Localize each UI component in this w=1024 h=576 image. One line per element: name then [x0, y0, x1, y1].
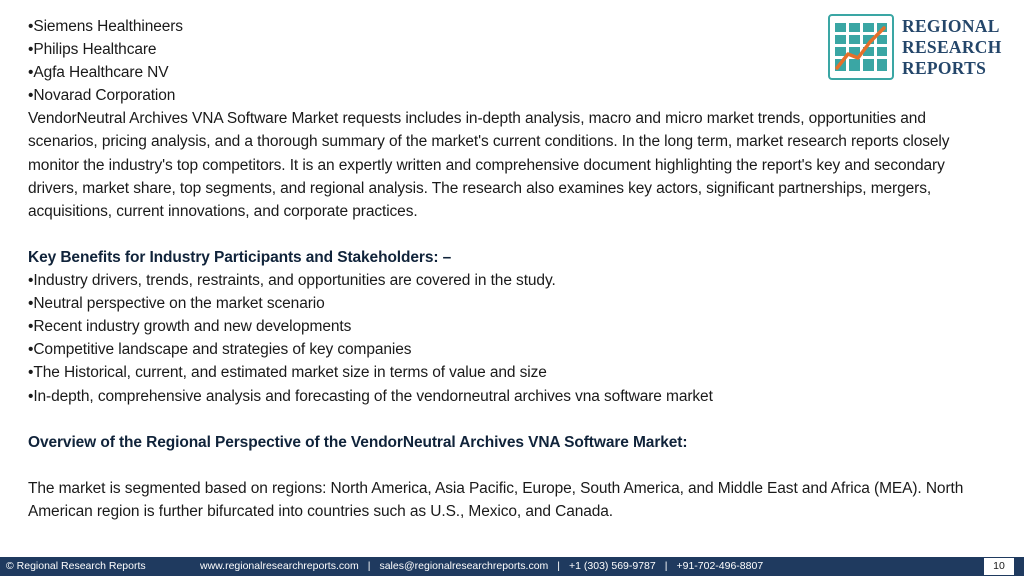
- brand-line-1: REGIONAL: [902, 15, 1000, 36]
- footer-separator: |: [664, 560, 668, 572]
- company-list-item: • Novarad Corporation: [28, 84, 998, 107]
- benefit-list-item: • The Historical, current, and estimated market size in terms of value and size: [28, 361, 998, 384]
- company-list-item: • Philips Healthcare: [28, 38, 998, 61]
- footer-contacts: [200, 560, 763, 572]
- intro-paragraph: VendorNeutral Archives VNA Software Market requests includes in-depth analysis, macro and micro market trends, opportunities and scenarios, pricing analysis, and a thorough summary of the market's current conditions. In the long term, market research reports closely monitor the industry's top competitors. It is an expertly written and comprehensive document highlighting the report's key and secondary drivers, market share, top segments, and regional analysis. The research also examines key actors, significant partnerships, mergers, acquisitions, current innovations, and corporate practices.: [28, 110, 950, 220]
- benefit-list-item: • In-depth, comprehensive analysis and forecasting of the vendorneutral archives vna software market: [28, 385, 998, 408]
- brand-line-2: RESEARCH: [902, 36, 1002, 57]
- regional-paragraph: The market is segmented based on regions: North America, Asia Pacific, Europe, South America, and Middle East and Africa (MEA). North American region is further bifurcated into countries such as U.S., Mexico, and Canada.: [28, 479, 964, 520]
- footer-phone-1: +1 (303) 569-9787: [569, 560, 656, 572]
- footer-phone-2: +91-702-496-8807: [676, 560, 764, 572]
- benefit-list-item: • Competitive landscape and strategies of key companies: [28, 338, 998, 361]
- page-number: 10: [984, 558, 1014, 575]
- spacer: [28, 223, 998, 246]
- brand-line-3: REPORTS: [902, 57, 987, 78]
- benefit-list-item: • Neutral perspective on the market scenario: [28, 292, 998, 315]
- footer-separator: |: [367, 560, 371, 572]
- footer-email-link[interactable]: sales@regionalresearchreports.com: [379, 560, 549, 572]
- footer-website-link[interactable]: www.regionalresearchreports.com: [200, 560, 359, 572]
- benefit-list-item: • Industry drivers, trends, restraints, and opportunities are covered in the study.: [28, 269, 998, 292]
- spacer: [28, 454, 998, 477]
- slide-body: [28, 15, 998, 523]
- benefit-list-item: • Recent industry growth and new developments: [28, 315, 998, 338]
- footer-copyright: © Regional Research Reports: [6, 560, 146, 572]
- company-list-item: • Siemens Healthineers: [28, 15, 998, 38]
- benefits-heading: Key Benefits for Industry Participants and Stakeholders: –: [28, 248, 452, 266]
- footer-separator: |: [557, 560, 561, 572]
- footer-bar: [0, 557, 1024, 576]
- company-list-item: • Agfa Healthcare NV: [28, 61, 998, 84]
- regional-heading: Overview of the Regional Perspective of the VendorNeutral Archives VNA Software Market:: [28, 433, 688, 451]
- spacer: [28, 408, 998, 431]
